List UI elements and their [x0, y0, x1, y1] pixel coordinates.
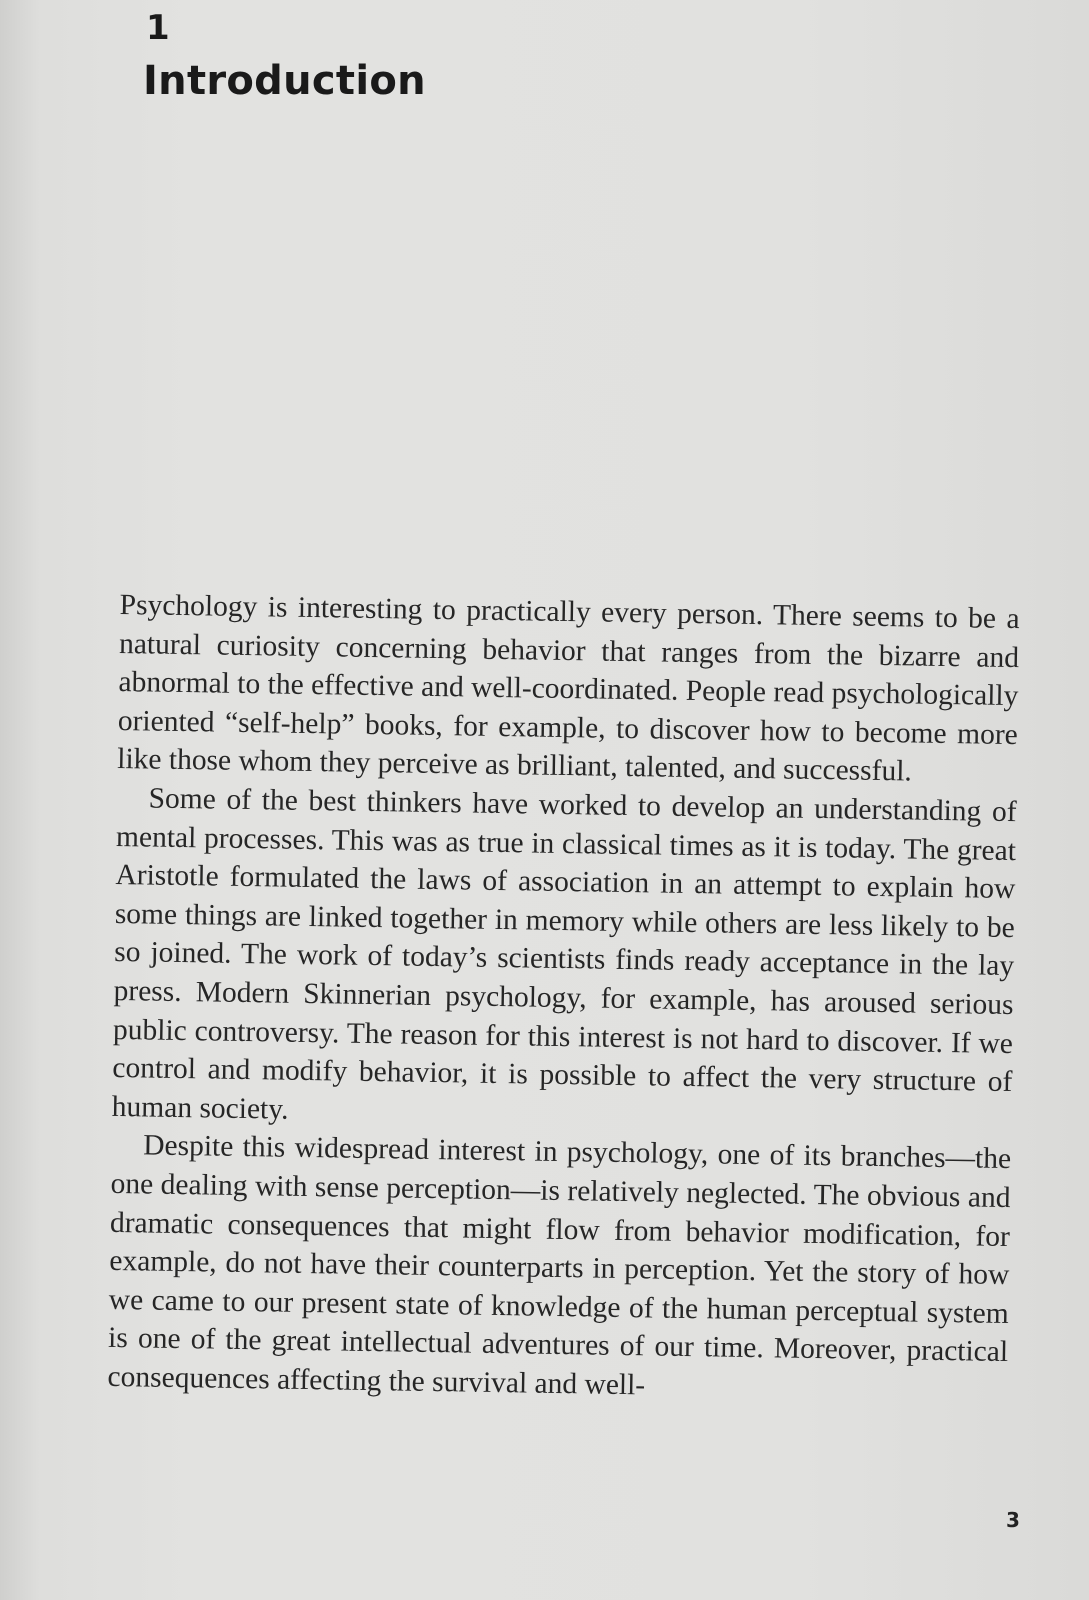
body-text	[107, 586, 1020, 1411]
chapter-number: 1	[146, 8, 170, 48]
paragraph-1: Psychology is interesting to practically every person. There seems to be a natural curiosity concerning behavior that ranges from the bizarre and abnormal to the effective and well-coordinated. People read psychologically oriented “self-help” books, for example, to discover how to become more like those whom they perceive as brilliant, talented, and successful.	[117, 588, 1020, 788]
paragraph-3: Despite this widespread interest in psychology, one of its branches—the one dealing with sense perception—is relatively neglected. The obvious and dramatic consequences that might flow from behavior modification, for example, do not have their counterparts in perception. Yet the story of how we came to our present state of knowledge of the human perceptual system is one of the great intellectual adventures of our time. Moreover, practical consequences affecting the survival and well-	[107, 1129, 1012, 1402]
paragraph-2: Some of the best thinkers have worked to develop an understanding of mental processes. This was as true in classical times as it is today. The great Aristotle formulated the laws of association in an attempt to explain how some things are linked together in memory while others are less likely to be so joined. The work of today’s scientists finds ready acceptance in the lay press. Modern Skinnerian psychology, for example, has aroused serious public controversy. The reason for this interest is not hard to discover. If we control and modify behavior, it is possible to affect the very structure of human society.	[111, 782, 1017, 1126]
page-number: 3	[1006, 1508, 1020, 1532]
chapter-title: Introduction	[143, 58, 426, 104]
